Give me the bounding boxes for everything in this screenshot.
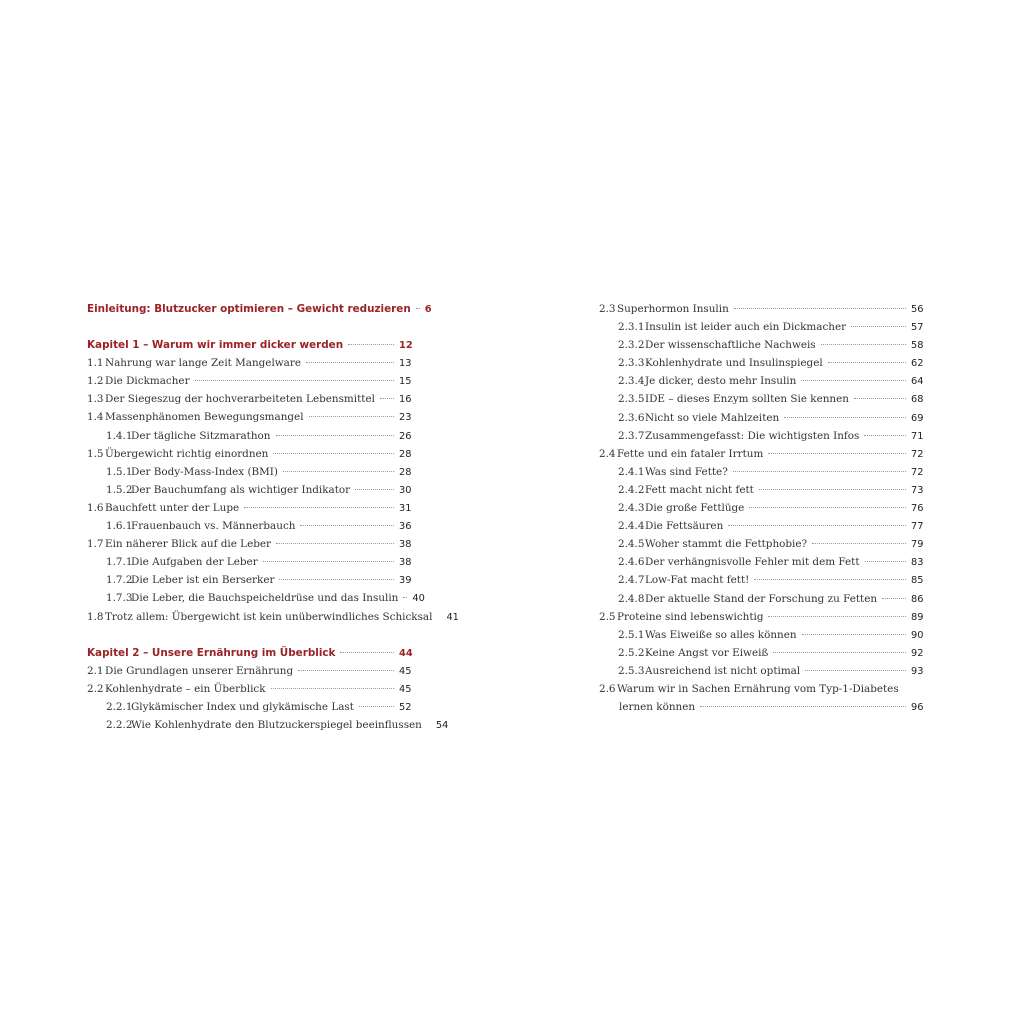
toc-entry-number: 2.2 xyxy=(87,682,104,695)
toc-entry-number: 1.7 xyxy=(87,538,104,551)
toc-leader-dots xyxy=(416,308,420,309)
toc-page-number: 83 xyxy=(911,557,924,569)
toc-leader-dots xyxy=(306,362,394,363)
toc-subentry[interactable] xyxy=(599,481,929,499)
toc-page-number: 38 xyxy=(399,539,412,551)
toc-entry-number: 1.7.3 xyxy=(106,592,133,605)
toc-page-number: 15 xyxy=(399,376,412,388)
toc-page-number: 76 xyxy=(911,503,924,515)
toc-entry-title: Die Grundlagen unserer Ernährung xyxy=(105,664,294,677)
toc-leader-dots xyxy=(865,561,906,562)
toc-entry-number: 2.3 xyxy=(599,303,616,315)
toc-page-number: 45 xyxy=(399,665,412,677)
toc-leader-dots xyxy=(854,398,906,399)
toc-leader-dots xyxy=(754,579,906,580)
toc-page-number: 85 xyxy=(911,575,924,587)
toc-heading-title: Kapitel 1 – Warum wir immer dicker werden xyxy=(87,339,344,352)
toc-page-number: 12 xyxy=(399,340,413,352)
toc-leader-dots xyxy=(802,634,906,635)
toc-page-number: 6 xyxy=(424,304,432,315)
toc-entry-title: Superhormon Insulin xyxy=(617,303,729,315)
toc-entry-title: Ein näherer Blick auf die Leber xyxy=(105,538,271,551)
toc-page-number: 68 xyxy=(911,394,924,406)
toc-entry-number: 2.4.6 xyxy=(618,556,645,569)
toc-chapter1-heading[interactable] xyxy=(87,336,417,354)
toc-subentry[interactable] xyxy=(599,644,929,662)
toc-entry-number: 2.3.4 xyxy=(618,375,645,388)
toc-entry-title: Fett macht nicht fett xyxy=(645,483,754,496)
toc-entry-title: Die Aufgaben der Leber xyxy=(131,556,258,569)
toc-entry[interactable] xyxy=(87,499,417,517)
toc-entry-number: 1.4.1 xyxy=(106,429,133,442)
toc-subentry[interactable] xyxy=(87,463,417,481)
toc-leader-dots xyxy=(805,670,906,671)
toc-subentry[interactable] xyxy=(599,499,929,517)
toc-entry-title: Nicht so viele Mahlzeiten xyxy=(645,411,780,424)
toc-entry[interactable] xyxy=(87,445,417,463)
toc-leader-dots xyxy=(773,652,906,653)
toc-leader-dots xyxy=(734,308,906,309)
toc-page-number: 92 xyxy=(911,647,924,659)
toc-leader-dots xyxy=(821,344,906,345)
toc-subentry[interactable] xyxy=(87,589,425,607)
toc-entry-number: 1.7.2 xyxy=(106,574,133,587)
toc-heading-title: Kapitel 2 – Unsere Ernährung im Überblick xyxy=(87,646,336,659)
toc-subentry[interactable] xyxy=(599,390,929,408)
toc-leader-dots xyxy=(271,688,394,689)
toc-page-number: 16 xyxy=(399,394,412,406)
toc-entry[interactable] xyxy=(599,300,929,318)
toc-page-number: 41 xyxy=(446,611,459,623)
toc-page-number: 90 xyxy=(911,629,924,641)
toc-subentry[interactable] xyxy=(599,318,929,336)
toc-entry-title: Der Body-Mass-Index (BMI) xyxy=(131,465,278,478)
toc-entry-number: 1.8 xyxy=(87,610,104,623)
toc-page-number: 23 xyxy=(399,412,412,424)
toc-entry-number: 2.4.1 xyxy=(618,465,645,478)
toc-page-number: 36 xyxy=(399,521,412,533)
toc-entry-number: 1.7.1 xyxy=(106,556,133,569)
toc-entry[interactable] xyxy=(599,445,929,463)
toc-left-column xyxy=(87,300,459,734)
toc-entry-title: Der Bauchumfang als wichtiger Indikator xyxy=(131,483,351,496)
toc-page-number: 58 xyxy=(911,340,924,352)
toc-entry[interactable] xyxy=(87,390,417,408)
toc-entry-number: 2.5.3 xyxy=(618,664,645,677)
toc-entry[interactable] xyxy=(87,608,459,626)
toc-leader-dots xyxy=(340,652,394,653)
toc-entry-title: Trotz allem: Übergewicht ist kein unüberwindliches Schicksal xyxy=(105,610,433,623)
toc-leader-dots xyxy=(882,598,906,599)
toc-page-number: 72 xyxy=(911,448,924,460)
toc-leader-dots xyxy=(300,525,394,526)
toc-entry-number: 2.3.6 xyxy=(618,411,645,424)
toc-page-number: 28 xyxy=(399,448,412,460)
toc-entry[interactable] xyxy=(87,354,417,372)
toc-entry-number: 2.3.3 xyxy=(618,357,645,370)
toc-leader-dots xyxy=(784,417,906,418)
toc-subentry[interactable] xyxy=(599,626,929,644)
toc-entry-number: 1.4 xyxy=(87,411,104,424)
toc-page-number: 72 xyxy=(911,466,924,478)
toc-leader-dots xyxy=(283,471,394,472)
toc-entry-number: 2.5.2 xyxy=(618,646,645,659)
toc-leader-dots xyxy=(864,435,906,436)
toc-entry-title: Woher stammt die Fettphobie? xyxy=(645,538,808,551)
toc-page-number: 64 xyxy=(911,376,924,388)
toc-entry-title: Wie Kohlenhydrate den Blutzuckerspiegel beeinflussen xyxy=(131,718,422,731)
toc-entry-title-continued: lernen können xyxy=(619,701,696,714)
toc-entry-number: 1.5.1 xyxy=(106,465,133,478)
toc-entry-number: 1.6 xyxy=(87,501,104,514)
toc-chapter2-list xyxy=(87,662,449,734)
toc-page-number: 44 xyxy=(399,647,413,659)
toc-page-number: 38 xyxy=(399,557,412,569)
toc-subentry[interactable] xyxy=(599,336,929,354)
toc-entry-title: Übergewicht richtig einordnen xyxy=(105,447,269,460)
toc-entry-number: 2.4.4 xyxy=(618,520,645,533)
toc-leader-dots xyxy=(700,706,906,707)
toc-entry-title: Fette und ein fataler Irrtum xyxy=(617,447,764,460)
toc-entry-number: 2.3.7 xyxy=(618,429,645,442)
toc-entry-number: 1.5 xyxy=(87,447,104,460)
toc-entry-number: 2.4 xyxy=(599,447,616,460)
toc-entry[interactable] xyxy=(87,535,417,553)
toc-subentry[interactable] xyxy=(87,517,417,535)
toc-entry-continuation[interactable] xyxy=(599,698,929,716)
toc-page-number: 79 xyxy=(911,539,924,551)
toc-page-number: 77 xyxy=(911,521,924,533)
toc-leader-dots xyxy=(276,435,395,436)
toc-leader-dots xyxy=(298,670,394,671)
toc-entry-number: 2.3.1 xyxy=(618,321,645,334)
toc-entry-title: Der verhängnisvolle Fehler mit dem Fett xyxy=(645,556,860,569)
toc-entry-title: Die Dickmacher xyxy=(105,375,190,388)
toc-subentry[interactable] xyxy=(599,517,929,535)
toc-subentry[interactable] xyxy=(599,354,929,372)
toc-subentry[interactable] xyxy=(599,571,929,589)
toc-entry-number: 2.4.3 xyxy=(618,502,645,515)
toc-chapter1-list xyxy=(87,354,459,625)
toc-page-number: 31 xyxy=(399,502,412,514)
toc-page-number: 73 xyxy=(911,484,924,496)
toc-entry-title: Low-Fat macht fett! xyxy=(645,574,750,587)
toc-entry-number: 1.6.1 xyxy=(106,520,133,533)
toc-entry-title: Frauenbauch vs. Männerbauch xyxy=(131,520,296,533)
toc-page-number: 62 xyxy=(911,358,924,370)
toc-leader-dots xyxy=(403,597,407,598)
toc-entry-title: Kohlenhydrate und Insulinspiegel xyxy=(645,357,823,370)
toc-entry[interactable] xyxy=(87,408,417,426)
toc-entry-title: Insulin ist leider auch ein Dickmacher xyxy=(645,321,847,334)
toc-entry-title: Massenphänomen Bewegungsmangel xyxy=(105,411,304,424)
toc-intro-heading[interactable] xyxy=(87,300,432,318)
toc-subentry[interactable] xyxy=(599,427,929,445)
toc-page-number: 26 xyxy=(399,430,412,442)
toc-leader-dots xyxy=(828,362,906,363)
toc-heading-title: Einleitung: Blutzucker optimieren – Gewicht reduzieren xyxy=(87,303,411,315)
toc-entry-number: 2.3.2 xyxy=(618,339,645,352)
toc-page-number: 89 xyxy=(911,611,924,623)
toc-page-number: 54 xyxy=(435,719,449,731)
toc-entry-number: 2.4.7 xyxy=(618,574,645,587)
toc-subentry[interactable] xyxy=(87,481,417,499)
toc-page-number: 57 xyxy=(911,322,924,334)
toc-entry-title: Kohlenhydrate – ein Überblick xyxy=(105,682,266,695)
toc-leader-dots xyxy=(768,616,906,617)
toc-leader-dots xyxy=(801,380,906,381)
toc-entry-number: 1.3 xyxy=(87,393,104,406)
toc-leader-dots xyxy=(276,543,394,544)
toc-entry-title: Je dicker, desto mehr Insulin xyxy=(645,375,797,388)
toc-entry-number: 2.3.5 xyxy=(618,393,645,406)
toc-entry-number: 2.4.2 xyxy=(618,483,645,496)
toc-leader-dots xyxy=(359,706,394,707)
toc-entry-title: Die Leber, die Bauchspeicheldrüse und das Insulin xyxy=(131,592,399,605)
toc-subentry[interactable] xyxy=(599,372,929,390)
toc-leader-dots xyxy=(244,507,394,508)
toc-entry-title: Der wissenschaftliche Nachweis xyxy=(645,339,816,352)
toc-leader-dots xyxy=(309,416,394,417)
toc-subentry[interactable] xyxy=(87,571,417,589)
toc-leader-dots xyxy=(759,489,906,490)
toc-entry-title: Ausreichend ist nicht optimal xyxy=(645,664,801,677)
toc-subentry[interactable] xyxy=(599,409,929,427)
toc-page-number: 52 xyxy=(399,701,412,713)
toc-entry-title: Nahrung war lange Zeit Mangelware xyxy=(105,357,301,370)
toc-entry-title: Was sind Fette? xyxy=(645,465,728,478)
toc-leader-dots xyxy=(263,561,394,562)
toc-subentry[interactable] xyxy=(87,553,417,571)
toc-subentry[interactable] xyxy=(599,553,929,571)
toc-right-column xyxy=(599,300,929,716)
toc-page-number: 13 xyxy=(399,358,412,370)
toc-leader-dots xyxy=(728,525,906,526)
toc-entry-number: 2.1 xyxy=(87,664,104,677)
toc-leader-dots xyxy=(195,380,394,381)
toc-leader-dots xyxy=(380,398,394,399)
toc-subentry[interactable] xyxy=(87,427,417,445)
toc-entry[interactable] xyxy=(599,608,929,626)
toc-entry-number: 2.2.1 xyxy=(106,700,133,713)
toc-subentry[interactable] xyxy=(599,662,929,680)
toc-entry-number: 2.5 xyxy=(599,610,616,623)
toc-page-number: 96 xyxy=(911,702,924,714)
toc-leader-dots xyxy=(355,489,394,490)
toc-page-number: 69 xyxy=(911,412,924,424)
toc-entry-number: 2.4.5 xyxy=(618,538,645,551)
toc-entry-title: Warum wir in Sachen Ernährung vom Typ-1-Diabetes xyxy=(617,682,899,695)
toc-page-number: 39 xyxy=(399,575,412,587)
toc-entry-number: 1.1 xyxy=(87,357,104,370)
toc-subentry[interactable] xyxy=(87,698,417,716)
toc-entry[interactable] xyxy=(87,662,417,680)
toc-entry[interactable] xyxy=(599,680,929,698)
toc-entry[interactable] xyxy=(87,680,417,698)
toc-page-number: 40 xyxy=(412,593,425,605)
toc-entry-number: 2.2.2 xyxy=(106,718,133,731)
toc-subentry[interactable] xyxy=(87,716,449,734)
toc-entry-title: Die Leber ist ein Berserker xyxy=(131,574,275,587)
toc-entry[interactable] xyxy=(87,372,417,390)
toc-leader-dots xyxy=(279,579,394,580)
toc-entry-title: Was Eiweiße so alles können xyxy=(645,628,797,641)
toc-entry-title: IDE – dieses Enzym sollten Sie kennen xyxy=(645,393,849,406)
toc-entry-number: 2.6 xyxy=(599,682,616,695)
toc-entry-title: Der aktuelle Stand der Forschung zu Fetten xyxy=(645,592,878,605)
toc-right-list xyxy=(599,300,929,716)
toc-entry-title: Proteine sind lebenswichtig xyxy=(617,610,764,623)
toc-entry-number: 1.2 xyxy=(87,375,104,388)
toc-subentry[interactable] xyxy=(599,535,929,553)
toc-page-number: 86 xyxy=(911,593,924,605)
toc-page-number: 56 xyxy=(911,304,924,315)
toc-entry-title: Die große Fettlüge xyxy=(645,502,745,515)
toc-entry-title: Glykämischer Index und glykämische Last xyxy=(131,700,354,713)
toc-chapter2-heading[interactable] xyxy=(87,644,417,662)
toc-subentry[interactable] xyxy=(599,463,929,481)
toc-leader-dots xyxy=(733,471,906,472)
toc-entry-title: Zusammengefasst: Die wichtigsten Infos xyxy=(645,429,860,442)
toc-leader-dots xyxy=(749,507,906,508)
toc-leader-dots xyxy=(851,326,906,327)
toc-entry-title: Keine Angst vor Eiweiß xyxy=(645,646,769,659)
toc-page-number: 93 xyxy=(911,665,924,677)
toc-page-number: 28 xyxy=(399,466,412,478)
toc-entry-title: Bauchfett unter der Lupe xyxy=(105,501,240,514)
toc-page-number: 71 xyxy=(911,430,924,442)
toc-entry-title: Die Fettsäuren xyxy=(645,520,724,533)
toc-entry-number: 2.5.1 xyxy=(618,628,645,641)
toc-subentry[interactable] xyxy=(599,590,929,608)
toc-leader-dots xyxy=(348,344,394,345)
toc-entry-number: 2.4.8 xyxy=(618,592,645,605)
toc-leader-dots xyxy=(273,453,394,454)
toc-entry-title: Der Siegeszug der hochverarbeiteten Lebensmittel xyxy=(105,393,375,406)
toc-leader-dots xyxy=(768,453,906,454)
toc-leader-dots xyxy=(812,543,906,544)
toc-page-number: 30 xyxy=(399,484,412,496)
toc-entry-title: Der tägliche Sitzmarathon xyxy=(131,429,271,442)
toc-entry-number: 1.5.2 xyxy=(106,483,133,496)
toc-page-number: 45 xyxy=(399,683,412,695)
